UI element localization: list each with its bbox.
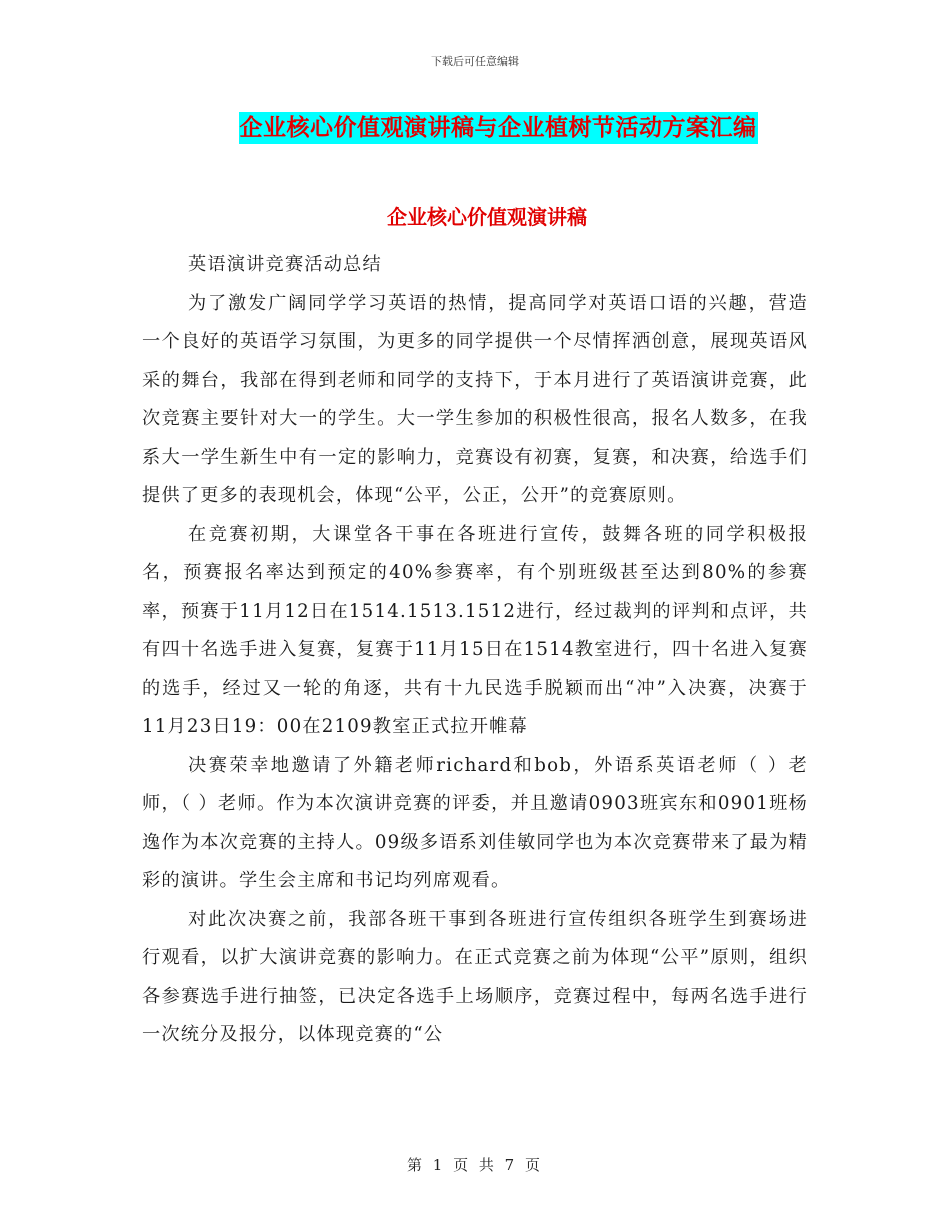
document-title-container xyxy=(0,112,950,144)
document-body xyxy=(142,246,808,1055)
page-header-note: 下载后可任意编辑 xyxy=(431,55,519,68)
body-subtitle: 英语演讲竞赛活动总结 xyxy=(188,254,382,275)
body-paragraph: 为了激发广阔同学学习英语的热情，提高同学对英语口语的兴趣，营造一个良好的英语学习氛围，为更多的同学提供一个尽情挥洒创意，展现英语风采的舞台，我部在得到老师和同学的支持下，于本月进行了英语演讲竞赛，此次竞赛主要针对大一的学生。大一学生参加的积极性很高，报名人数多，在我系大一学生新生中有一定的影响力，竞赛设有初赛，复赛，和决赛，给选手们提供了更多的表现机会，体现“公平，公正，公开”的竞赛原则。 xyxy=(142,292,808,506)
body-paragraph: 在竞赛初期，大课堂各干事在各班进行宣传，鼓舞各班的同学积极报名，预赛报名率达到预定的40%参赛率，有个别班级甚至达到80%的参赛率，预赛于11月12日在1514.1513.1512进行，经过裁判的评判和点评，共有四十名选手进入复赛，复赛于11月15日在1514教室进行，四十名进入复赛的选手，经过又一轮的角逐，共有十九民选手脱颖而出“冲”入决赛，决赛于11月23日19：00在2109教室正式拉开帷幕 xyxy=(142,523,808,737)
page-number-footer: 第 1 页 共 7 页 xyxy=(407,1156,543,1174)
section-title: 企业核心价值观演讲稿 xyxy=(387,205,587,229)
body-paragraph: 决赛荣幸地邀请了外籍老师richard和bob，外语系英语老师（ ）老师，（ ）老师。作为本次演讲竞赛的评委，并且邀请0903班宾东和0901班杨逸作为本次竞赛的主持人。09级多语系刘佳敏同学也为本次竞赛带来了最为精彩的演讲。学生会主席和书记均列席观看。 xyxy=(142,754,808,891)
body-paragraph: 对此次决赛之前，我部各班干事到各班进行宣传组织各班学生到赛场进行观看，以扩大演讲竞赛的影响力。在正式竞赛之前为体现“公平”原则，组织各参赛选手进行抽签，已决定各选手上场顺序，竞赛过程中，每两名选手进行一次统分及报分，以体现竞赛的“公 xyxy=(142,908,808,1045)
document-title: 企业核心价值观演讲稿与企业植树节活动方案汇编 xyxy=(239,112,758,144)
